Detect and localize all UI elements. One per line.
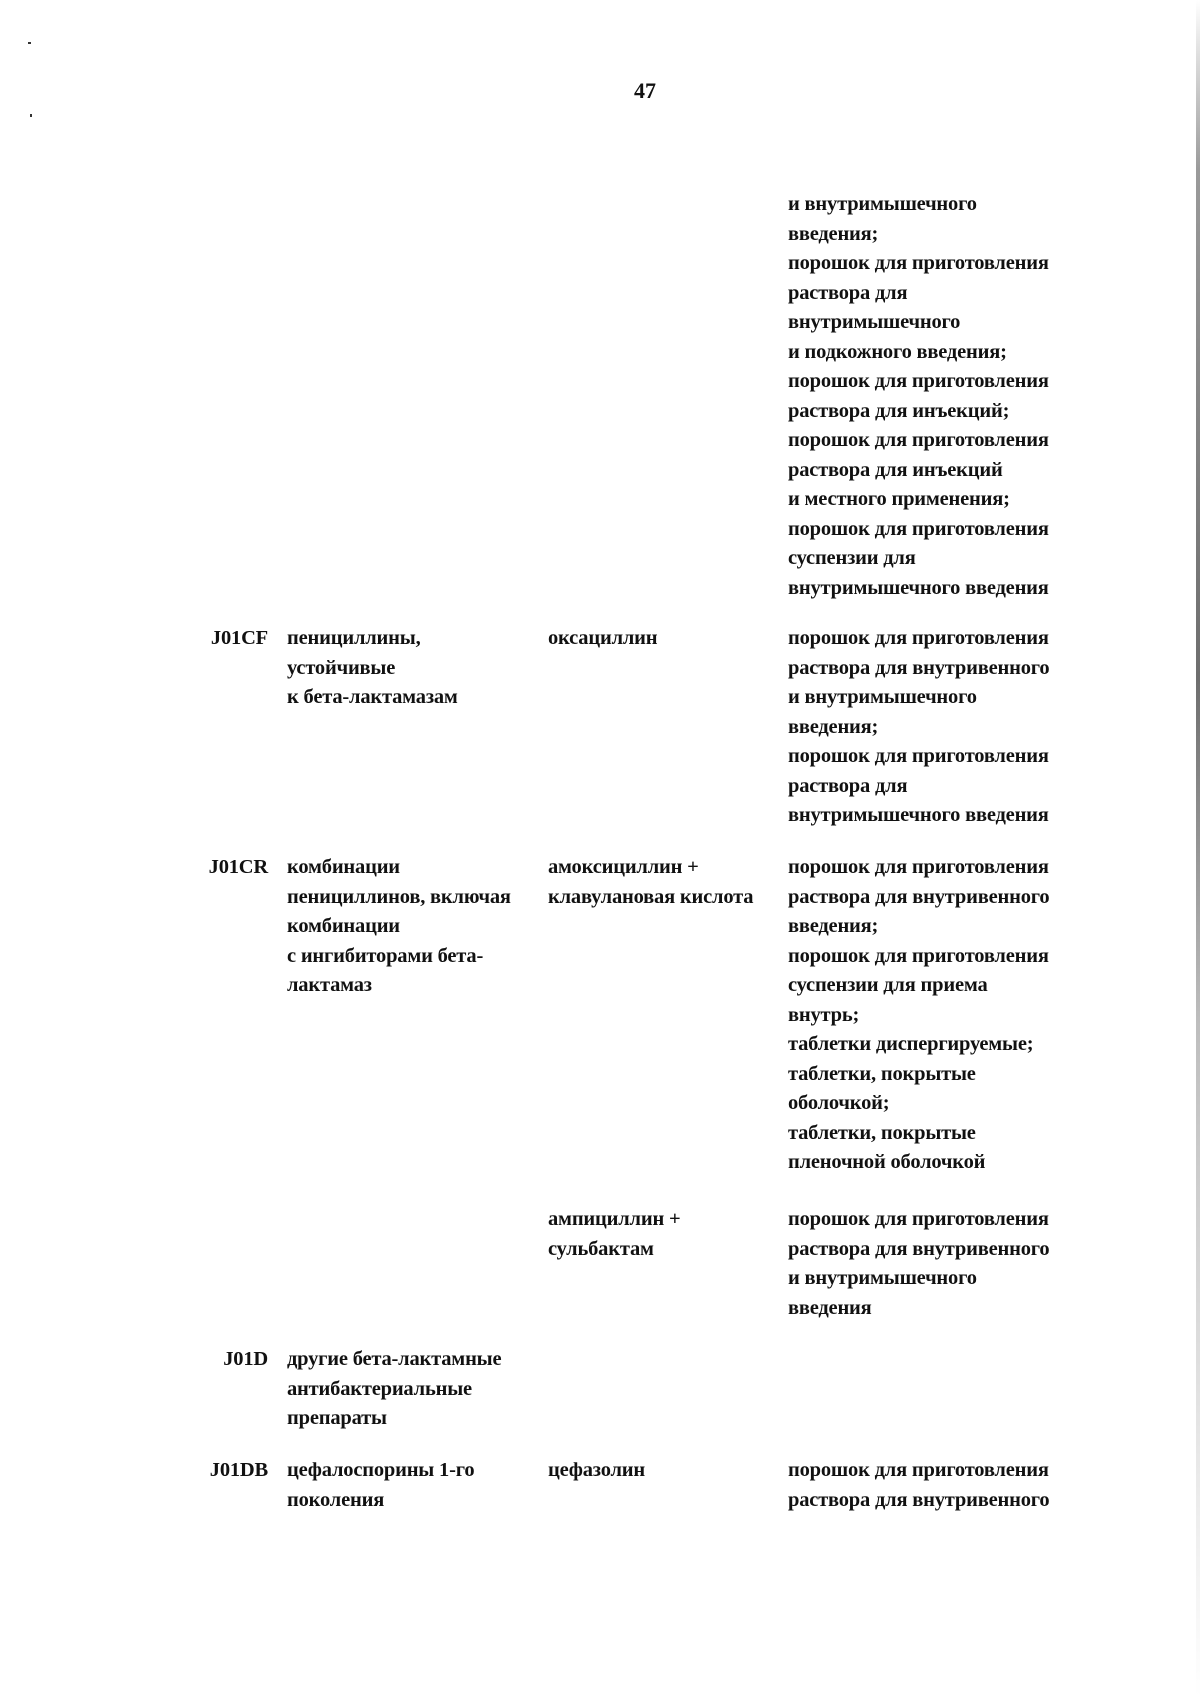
scan-speck (28, 42, 31, 44)
drug-name: ампициллин + сульбактам (548, 1208, 681, 1260)
atc-group-name: цефалоспорины 1-го поколения (287, 1459, 475, 1511)
drug-name: цефазолин (548, 1459, 646, 1481)
dosage-forms: и внутримышечного введения; порошок для приготовления раствора для внутримышечного и подкожного введения; порошок для приготовления раствора для инъекций; порошок для приготовления раствора для инъекций и местного применения; порошок для приготовления суспензии для внутримышечного введения (788, 193, 1049, 599)
dosage-forms: порошок для приготовления раствора для внутривенного и внутримышечного введения; порошок для приготовления раствора для внутримышечного введения (788, 627, 1050, 826)
drug-name: оксациллин (548, 627, 658, 649)
atc-code: J01CF (210, 627, 268, 649)
atc-code: J01CR (208, 856, 268, 878)
atc-code: J01D (223, 1348, 268, 1370)
dosage-forms: порошок для приготовления раствора для внутривенного введения; порошок для приготовления суспензии для приема внутрь; таблетки диспергируемые; таблетки, покрытые оболочкой; таблетки, покрытые пленочной оболочкой (788, 856, 1050, 1173)
atc-group-name: комбинации пенициллинов, включая комбинации с ингибиторами бета- лактамаз (287, 856, 511, 996)
atc-code: J01DB (209, 1459, 268, 1481)
scan-edge-shadow (1196, 0, 1200, 1697)
drug-name: амоксициллин + клавулановая кислота (548, 856, 754, 908)
atc-group-name: другие бета-лактамные антибактериальные препараты (287, 1348, 502, 1429)
page-number: 47 (634, 78, 656, 103)
dosage-forms: порошок для приготовления раствора для внутривенного (788, 1459, 1050, 1511)
dosage-forms: порошок для приготовления раствора для внутривенного и внутримышечного введения (788, 1208, 1050, 1319)
scan-speck (30, 114, 32, 117)
atc-group-name: пенициллины, устойчивые к бета-лактамазам (287, 627, 458, 708)
